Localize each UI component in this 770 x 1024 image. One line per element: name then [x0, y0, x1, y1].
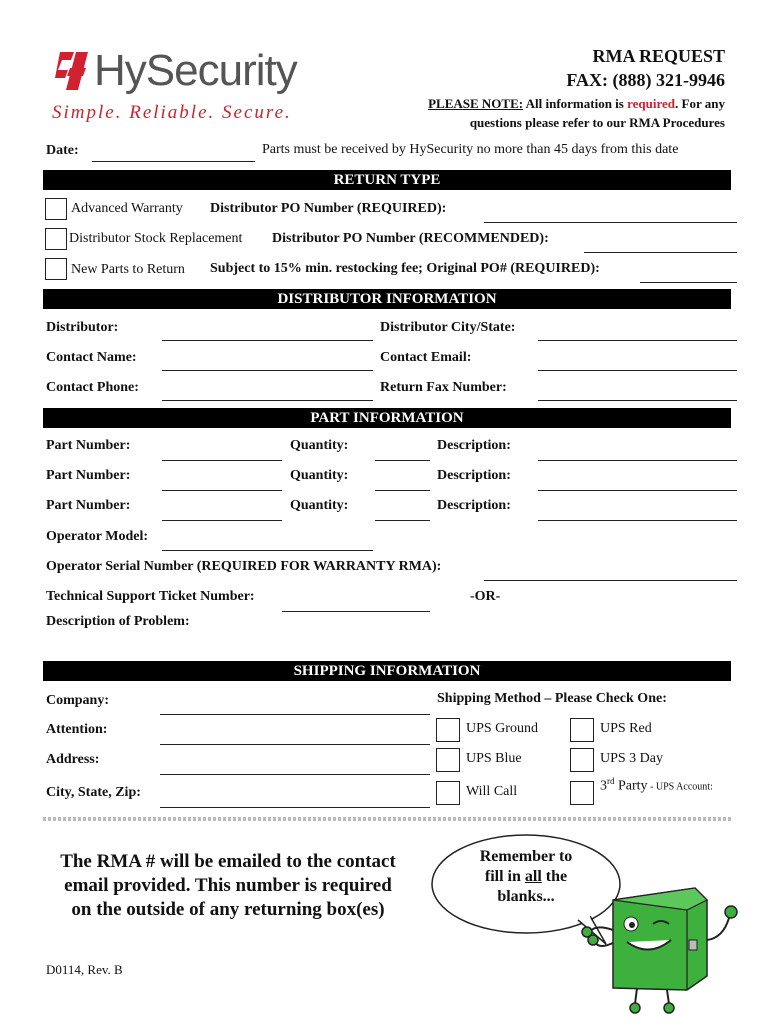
description-field[interactable]: [538, 520, 737, 521]
return-fax-field[interactable]: [538, 400, 737, 401]
gate-operator-mascot-icon: [575, 880, 750, 1024]
return-type-header: RETURN TYPE: [43, 170, 731, 190]
quantity-label: Quantity:: [290, 498, 349, 513]
date-field[interactable]: [92, 161, 255, 162]
ups-ground-label: UPS Ground: [466, 721, 538, 736]
description-label: Description:: [437, 498, 511, 513]
brand-name: HySecurity: [94, 46, 297, 95]
bubble-the: the: [541, 868, 568, 885]
ups-3day-label: UPS 3 Day: [600, 751, 664, 766]
third-party-label: [600, 776, 713, 795]
bubble-line-1: Remember to: [479, 848, 573, 865]
description-field[interactable]: [538, 460, 737, 461]
note-label: PLEASE NOTE:: [428, 96, 524, 111]
page-title: RMA REQUEST: [592, 46, 725, 66]
part-number-label: Part Number:: [46, 468, 131, 483]
company-label: Company:: [46, 693, 110, 708]
stock-replacement-label: Distributor Stock Replacement: [69, 231, 243, 246]
message-line-2: email provided. This number is required: [64, 875, 392, 896]
return-fax-label: Return Fax Number:: [380, 380, 507, 395]
contact-email-field[interactable]: [538, 370, 737, 371]
third-party-sup: rd: [607, 776, 615, 786]
third-party-text: Party: [614, 778, 648, 794]
po-recommended-label: Distributor PO Number (RECOMMENDED):: [272, 231, 549, 246]
ups-account-label: - UPS Account:: [647, 781, 713, 793]
attention-label: Attention:: [46, 722, 108, 737]
description-label: Description:: [437, 468, 511, 483]
serial-number-field[interactable]: [484, 580, 737, 581]
message-line-1: The RMA # will be emailed to the contact: [60, 851, 396, 872]
part-number-field[interactable]: [162, 520, 282, 521]
contact-email-label: Contact Email:: [380, 350, 472, 365]
note-text-end: . For any: [675, 96, 725, 111]
city-state-zip-label: City, State, Zip:: [46, 785, 141, 800]
description-label: Description:: [437, 438, 511, 453]
address-field[interactable]: [160, 774, 430, 775]
message-line-3: on the outside of any returning box(es): [71, 899, 385, 920]
ups-red-checkbox[interactable]: [570, 718, 594, 742]
city-state-zip-field[interactable]: [160, 807, 430, 808]
part-number-field[interactable]: [162, 460, 282, 461]
quantity-field[interactable]: [375, 520, 430, 521]
contact-phone-field[interactable]: [162, 400, 373, 401]
city-state-field[interactable]: [538, 340, 737, 341]
serial-number-label: Operator Serial Number (REQUIRED FOR WARRANTY RMA):: [46, 559, 442, 574]
ticket-number-field[interactable]: [282, 611, 430, 612]
shipping-method-label: Shipping Method – Please Check One:: [437, 691, 667, 706]
fax-number: FAX: (888) 321-9946: [566, 70, 725, 90]
third-party-num: 3: [600, 778, 607, 794]
part-info-header: PART INFORMATION: [43, 408, 731, 428]
third-party-checkbox[interactable]: [570, 781, 594, 805]
distributor-label: Distributor:: [46, 320, 119, 335]
bubble-fill: fill in: [484, 868, 525, 885]
note-line-2: questions please refer to our RMA Procedures: [469, 115, 725, 130]
ups-3day-checkbox[interactable]: [570, 748, 594, 772]
date-label: Date:: [46, 143, 79, 158]
advanced-warranty-label: Advanced Warranty: [71, 201, 183, 216]
quantity-field[interactable]: [375, 490, 430, 491]
city-state-label: Distributor City/State:: [380, 320, 516, 335]
or-label: -OR-: [470, 589, 501, 604]
quantity-field[interactable]: [375, 460, 430, 461]
description-field[interactable]: [538, 490, 737, 491]
ticket-number-label: Technical Support Ticket Number:: [46, 589, 255, 604]
quantity-label: Quantity:: [290, 438, 349, 453]
part-number-label: Part Number:: [46, 438, 131, 453]
note-line-1: [428, 96, 725, 112]
operator-model-field[interactable]: [162, 550, 373, 551]
distributor-info-header: DISTRIBUTOR INFORMATION: [43, 289, 731, 309]
po-required-field[interactable]: [484, 222, 737, 223]
date-notice: Parts must be received by HySecurity no more than 45 days from this date: [262, 142, 679, 157]
will-call-label: Will Call: [466, 784, 518, 799]
note-text: All information is: [523, 96, 628, 111]
brand-tagline: Simple. Reliable. Secure.: [52, 102, 292, 123]
advanced-warranty-checkbox[interactable]: [45, 198, 67, 220]
ups-blue-checkbox[interactable]: [436, 748, 460, 772]
bubble-all: all: [524, 868, 542, 885]
contact-name-label: Contact Name:: [46, 350, 137, 365]
operator-model-label: Operator Model:: [46, 529, 148, 544]
will-call-checkbox[interactable]: [436, 781, 460, 805]
original-po-label: Subject to 15% min. restocking fee; Original PO# (REQUIRED):: [210, 261, 600, 276]
shipping-info-header: SHIPPING INFORMATION: [43, 661, 731, 681]
part-number-label: Part Number:: [46, 498, 131, 513]
new-parts-label: New Parts to Return: [71, 262, 185, 277]
original-po-field[interactable]: [640, 282, 737, 283]
separator: [43, 817, 733, 821]
distributor-field[interactable]: [162, 340, 373, 341]
po-recommended-field[interactable]: [584, 252, 737, 253]
logo-mark-icon: [52, 50, 92, 94]
attention-field[interactable]: [160, 744, 430, 745]
part-number-field[interactable]: [162, 490, 282, 491]
ups-blue-label: UPS Blue: [466, 751, 522, 766]
bubble-line-3: blanks...: [497, 888, 555, 905]
quantity-label: Quantity:: [290, 468, 349, 483]
new-parts-checkbox[interactable]: [45, 258, 67, 280]
company-field[interactable]: [160, 714, 430, 715]
address-label: Address:: [46, 752, 100, 767]
contact-phone-label: Contact Phone:: [46, 380, 139, 395]
note-required: required: [627, 96, 676, 111]
rma-email-message: [30, 850, 426, 922]
stock-replacement-checkbox[interactable]: [45, 228, 67, 250]
ups-ground-checkbox[interactable]: [436, 718, 460, 742]
ups-red-label: UPS Red: [600, 721, 652, 736]
problem-description-label: Description of Problem:: [46, 614, 190, 629]
document-id: D0114, Rev. B: [46, 962, 123, 977]
po-required-label: Distributor PO Number (REQUIRED):: [210, 201, 447, 216]
logo: [48, 44, 328, 126]
contact-name-field[interactable]: [162, 370, 373, 371]
